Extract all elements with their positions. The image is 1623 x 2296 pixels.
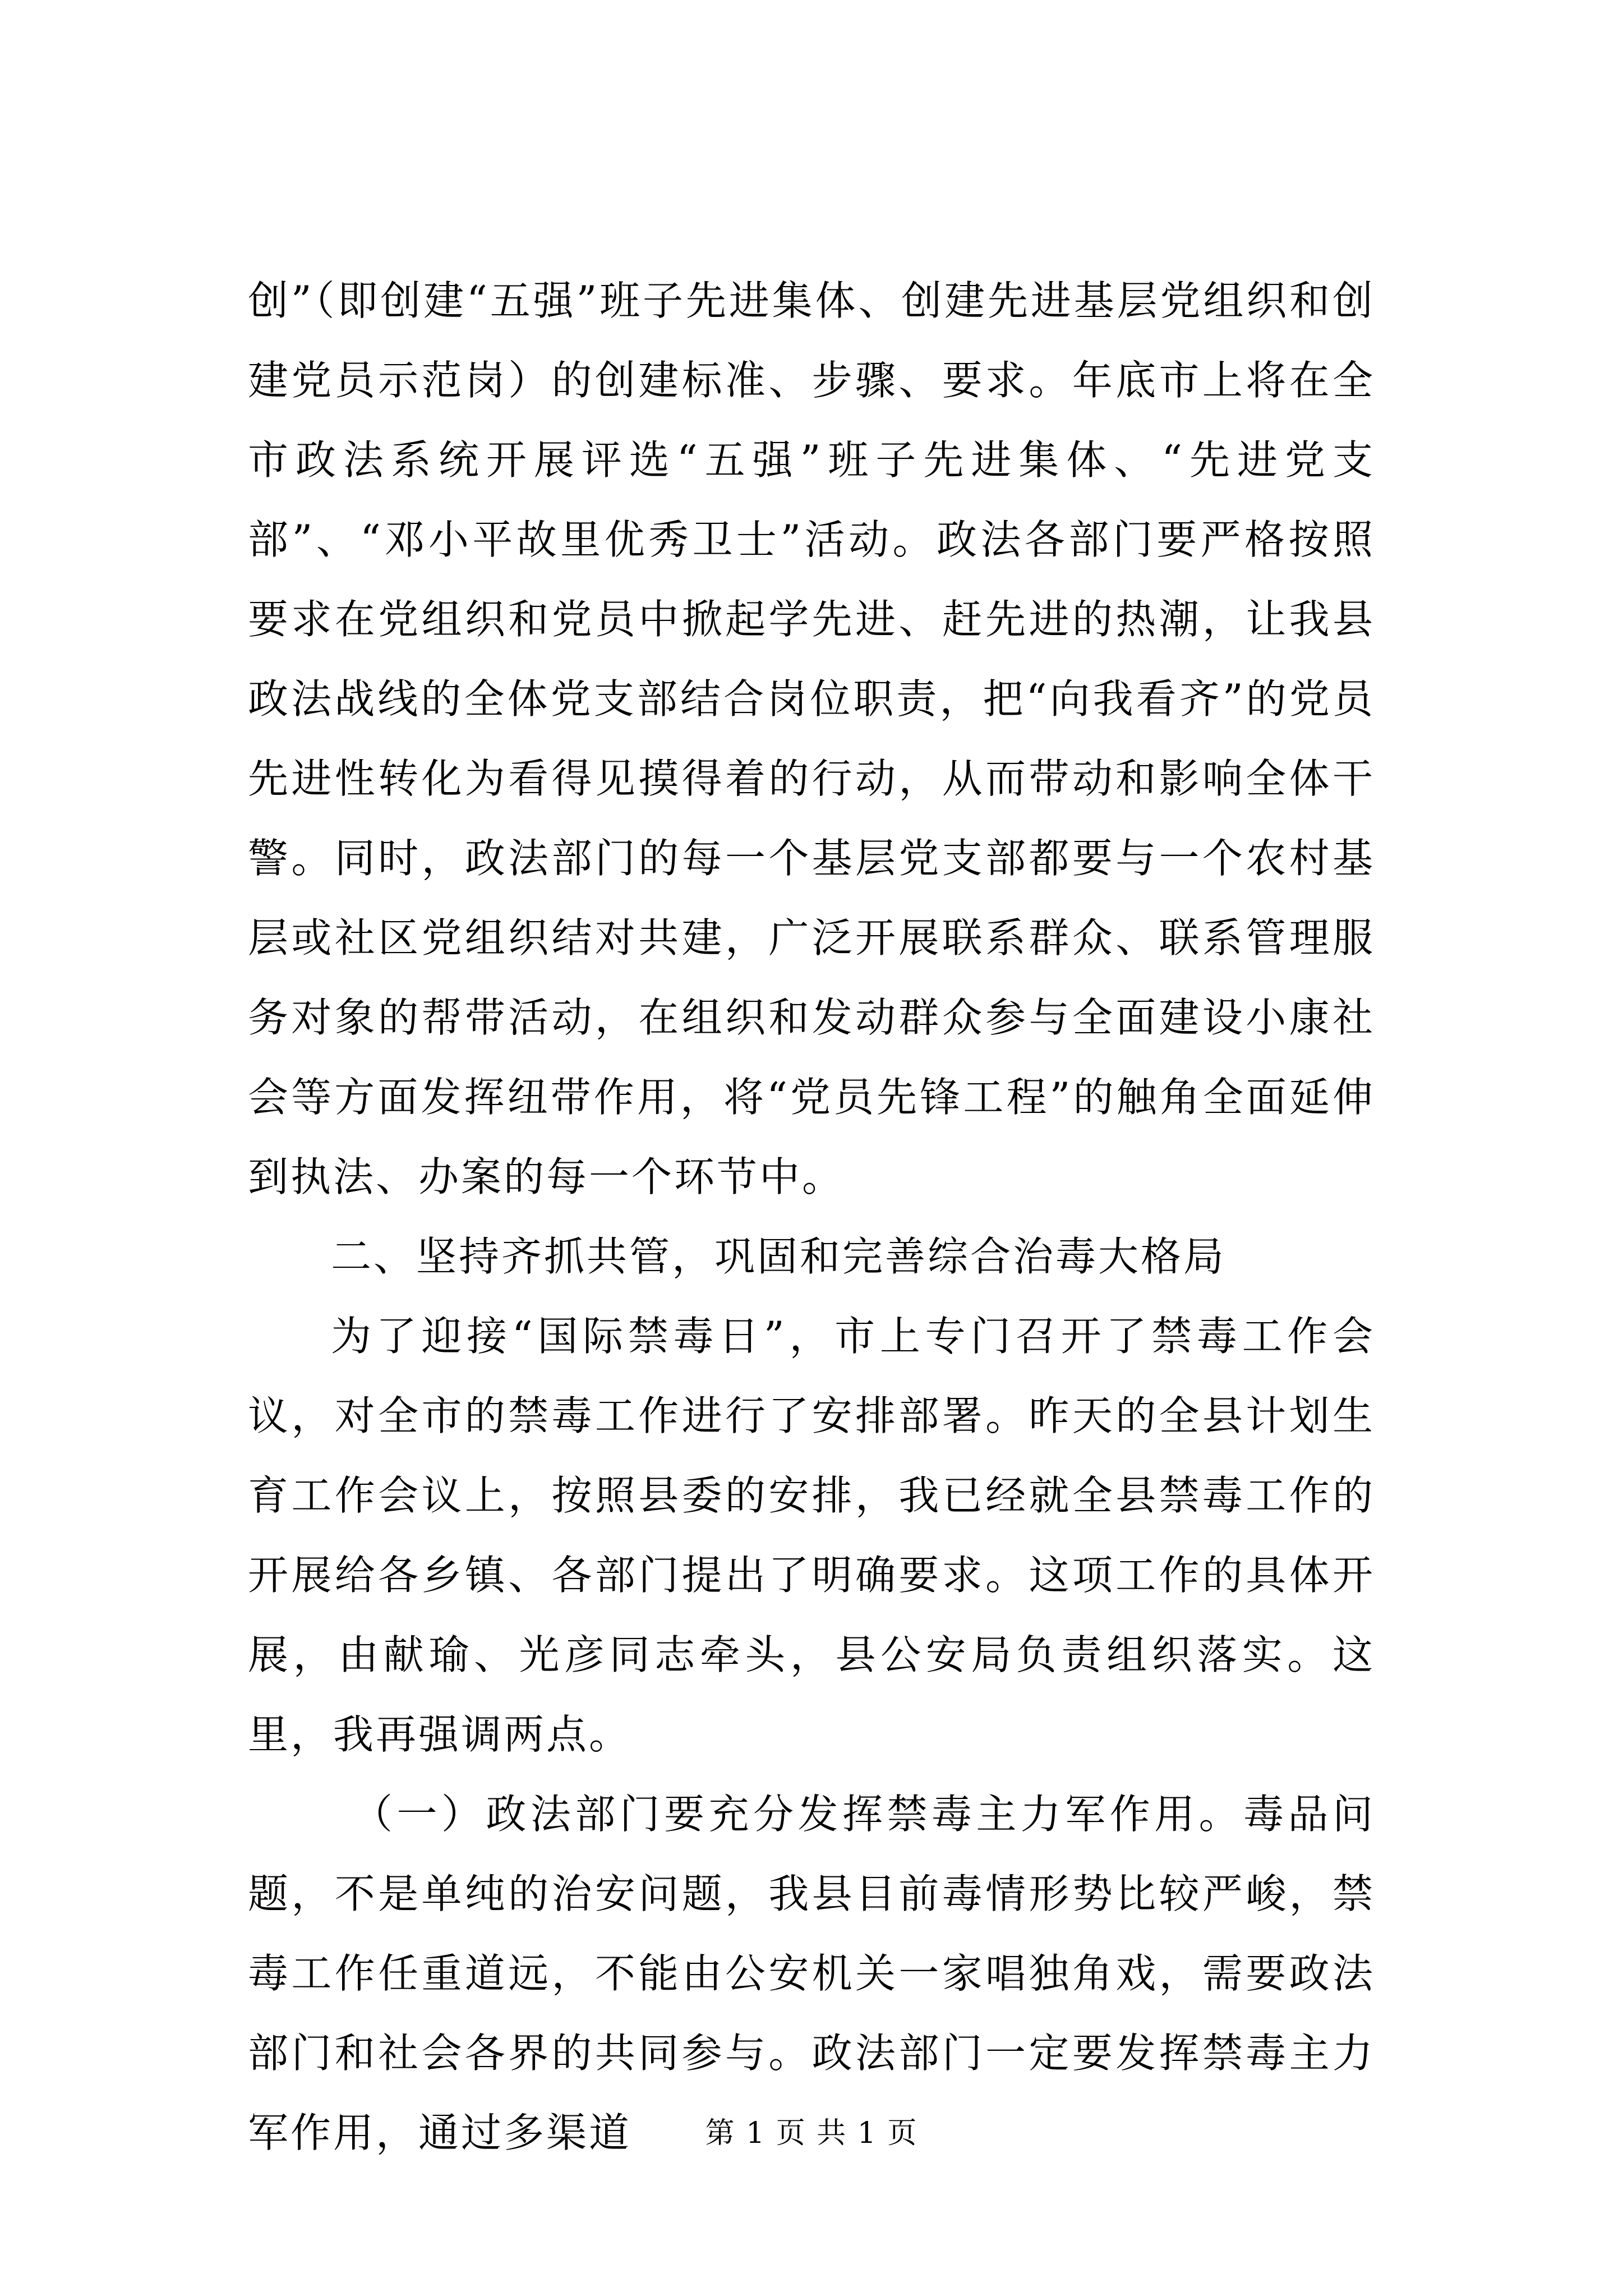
document-body [248,261,1375,2173]
page-number-footer: 第 1 页 共 1 页 [705,2116,918,2150]
paragraph-drug-day-meeting: 为了迎接“国际禁毒日”，市上专门召开了禁毒工作会议，对全市的禁毒工作进行了安排部署。昨天的全县计划生育工作会议上，按照县委的安排，我已经就全县禁毒工作的开展给各乡镇、各部门提出了明确要求。这项工作的具体开展，由献瑜、光彦同志牵头，县公安局负责组织落实。这里，我再强调两点。 [248,1313,1375,1758]
paragraph-legal-departments-role: （一）政法部门要充分发挥禁毒主力军作用。毒品问题，不是单纯的治安问题，我县目前毒情形势比较严峻，禁毒工作任重道远，不能由公安机关一家唱独角戏，需要政法部门和社会各界的共同参与。政法部门一定要发挥禁毒主力军作用，通过多渠道 [248,1791,1375,2156]
paragraph-party-pioneer-project: 创”（即创建“五强”班子先进集体、创建先进基层党组织和创建党员示范岗）的创建标准、步骤、要求。年底市上将在全市政法系统开展评选“五强”班子先进集体、“先进党支部”、“邓小平故里优秀卫士”活动。政法各部门要严格按照要求在党组织和党员中掀起学先进、赶先进的热潮，让我县政法战线的全体党支部结合岗位职责，把“向我看齐”的党员先进性转化为看得见摸得着的行动，从而带动和影响全体干警。同时，政法部门的每一个基层党支部都要与一个农村基层或社区党组织结对共建，广泛开展联系群众、联系管理服务对象的帮带活动，在组织和发动群众参与全面建设小康社会等方面发挥纽带作用，将“党员先锋工程”的触角全面延伸到执法、办案的每一个环节中。 [248,277,1375,1200]
section-heading-drug-control: 二、坚持齐抓共管，巩固和完善综合治毒大格局 [331,1233,1227,1280]
